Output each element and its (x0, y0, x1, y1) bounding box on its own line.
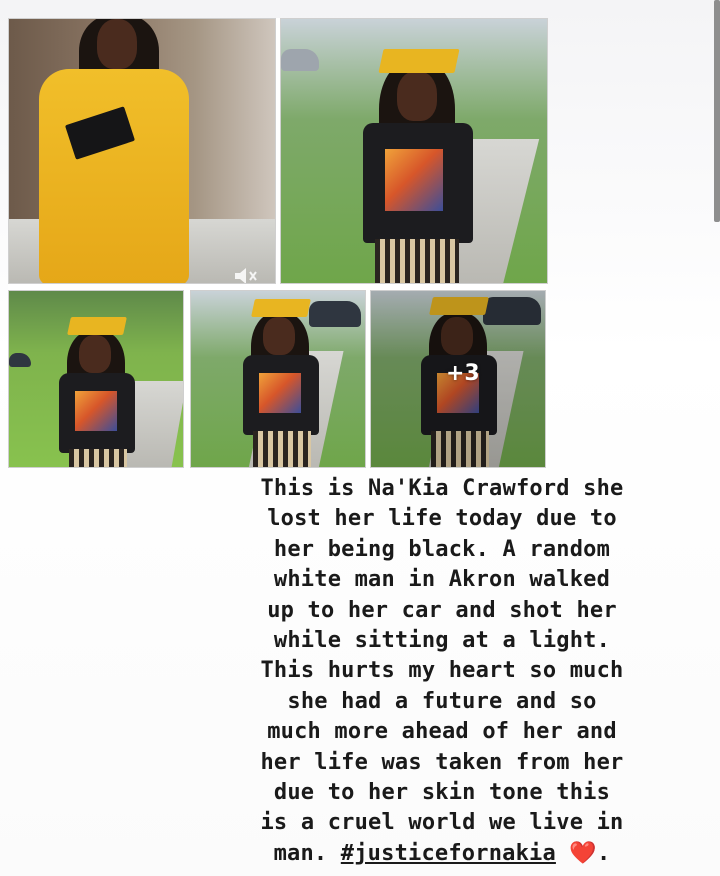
caption-line: up to her car and shot her (267, 597, 617, 623)
photo-post (8, 18, 548, 470)
caption-last-suffix: . (596, 840, 611, 866)
photo-shirt-print (259, 373, 301, 413)
photo-pants (375, 239, 459, 284)
more-photos-count[interactable]: +3 (446, 361, 480, 386)
photo-car (281, 49, 319, 71)
caption-line: white man in Akron walked (273, 567, 611, 593)
photo-cap-and-shirt-sidewalk[interactable] (190, 290, 366, 468)
speaker-muted-icon[interactable] (233, 265, 261, 284)
photo-gown (39, 69, 189, 284)
photo-person-head (397, 71, 437, 121)
heart-emoji: ❤️ (569, 840, 597, 866)
photo-person-head (79, 335, 111, 373)
photo-cap-and-shirt-standing[interactable] (280, 18, 548, 284)
caption-line: she had a future and so (287, 688, 597, 714)
caption-line: is a cruel world we live in (260, 810, 624, 836)
photo-graduation-cap (378, 49, 459, 73)
photo-person-head (97, 19, 137, 69)
photo-cap-and-shirt-more[interactable] (370, 290, 546, 468)
hashtag-link[interactable]: #justicefornakia (340, 840, 556, 866)
caption-last-prefix: man. (273, 840, 341, 866)
photo-pants (253, 431, 311, 468)
caption-line: while sitting at a light. (273, 628, 611, 654)
photo-shirt-print (385, 149, 443, 211)
photo-graduation-gown[interactable] (8, 18, 276, 284)
photo-cap-and-shirt-yard[interactable] (8, 290, 184, 468)
story-caption (212, 474, 672, 869)
caption-line: lost her life today due to (267, 506, 617, 532)
caption-line: This hurts my heart so much (260, 658, 624, 684)
photo-graduation-cap (251, 299, 311, 317)
caption-last-line (212, 839, 672, 869)
scrollbar[interactable] (714, 0, 720, 222)
caption-line: her life was taken from her (260, 749, 624, 775)
caption-line: This is Na'Kia Crawford she (260, 476, 624, 501)
photo-person-head (263, 317, 295, 355)
caption-line: her being black. A random (273, 536, 611, 562)
caption-line: much more ahead of her and (267, 719, 617, 745)
photo-car (9, 353, 31, 367)
caption-line: due to her skin tone this (273, 780, 611, 806)
photo-shirt-print (75, 391, 117, 431)
photo-car (309, 301, 361, 327)
photo-pants (69, 449, 127, 468)
photo-graduation-cap (67, 317, 127, 335)
